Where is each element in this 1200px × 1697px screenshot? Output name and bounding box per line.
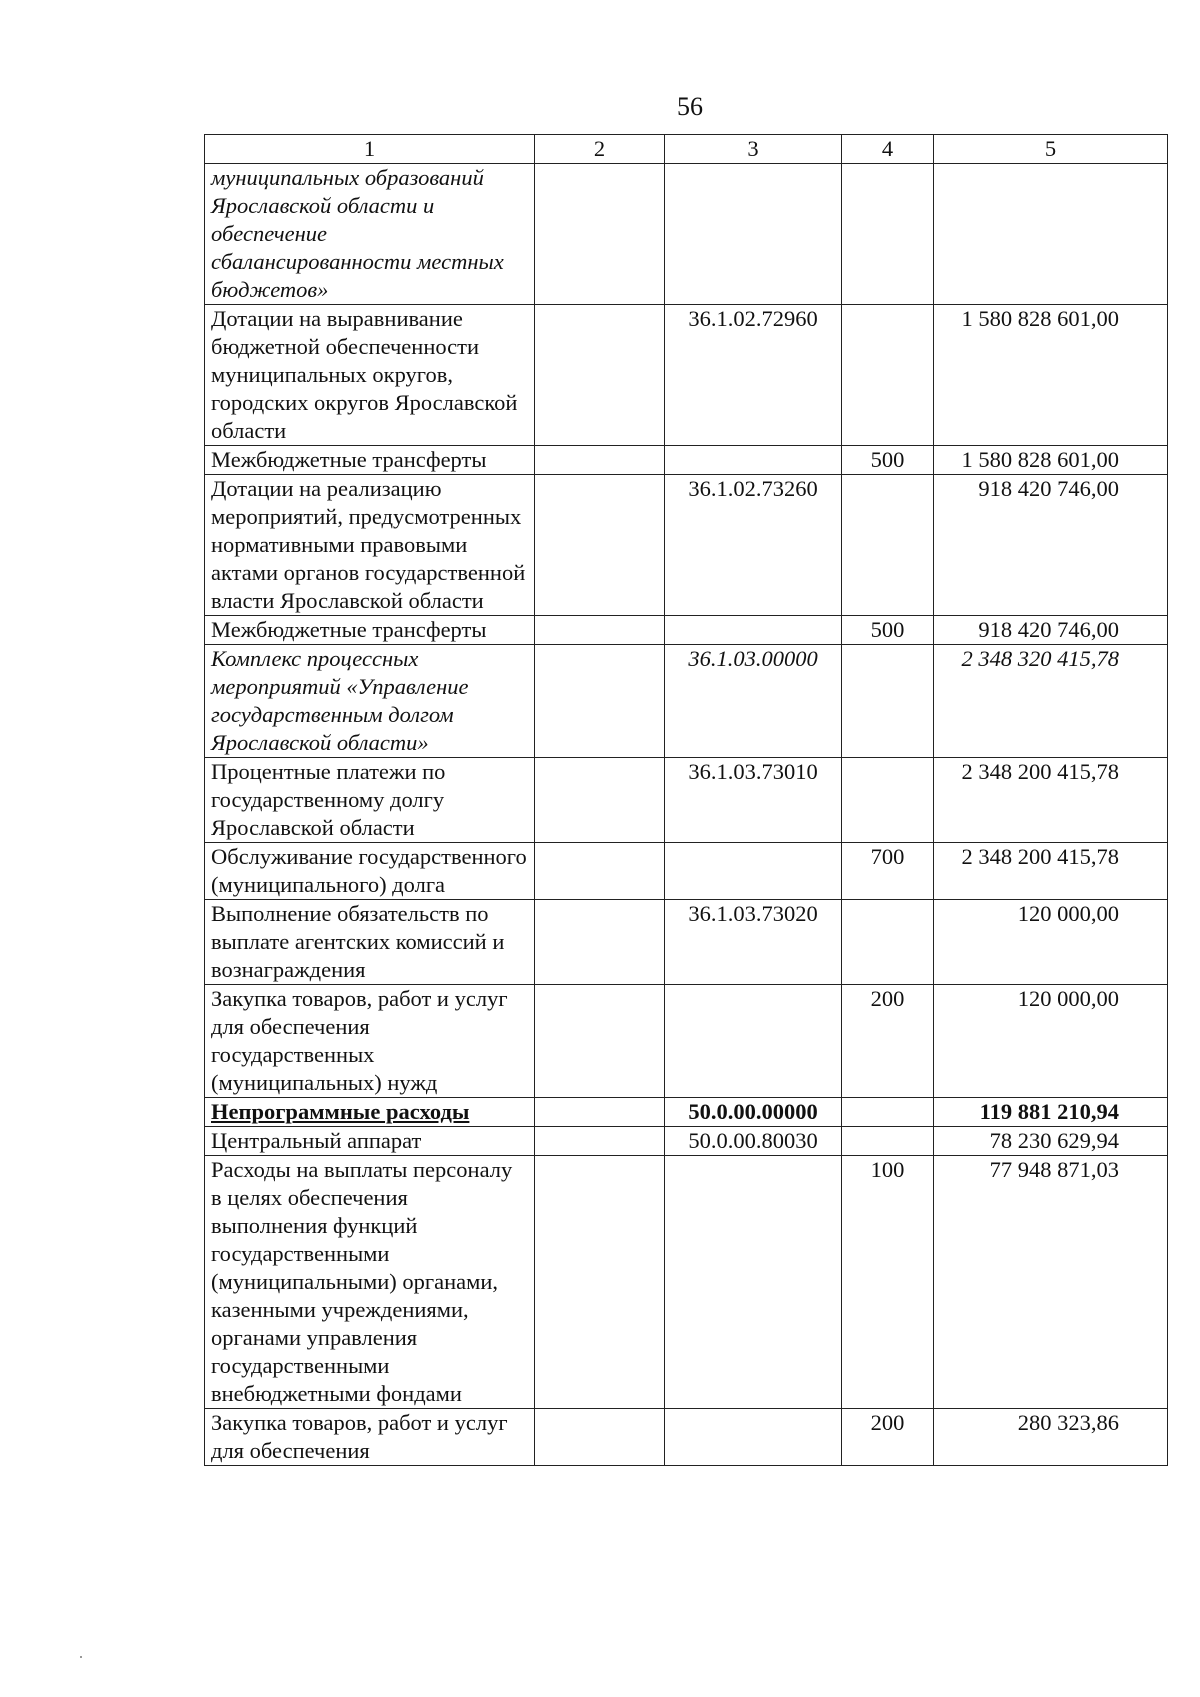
row-kvr-cell: 100 (842, 1156, 934, 1409)
row-kvr-cell: 200 (842, 1409, 934, 1466)
row-kvr-cell: 500 (842, 616, 934, 645)
row-code-cell: 36.1.02.73260 (665, 475, 842, 616)
table-row (205, 1127, 1168, 1156)
row-name-cell: Закупка товаров, работ и услуг для обеспечения государственных (муниципальных) нужд (205, 985, 535, 1098)
row-col2-cell (535, 1409, 665, 1466)
row-col2-cell (535, 843, 665, 900)
row-name-cell: Выполнение обязательств по выплате агентских комиссий и вознаграждения (205, 900, 535, 985)
row-amount-cell: 918 420 746,00 (934, 475, 1168, 616)
row-amount-cell: 120 000,00 (934, 900, 1168, 985)
table-row (205, 900, 1168, 985)
row-code-cell (665, 446, 842, 475)
row-name-cell: Дотации на выравнивание бюджетной обеспеченности муниципальных округов, городских округов Ярославской области (205, 305, 535, 446)
header-row (205, 135, 1168, 164)
table-row (205, 843, 1168, 900)
table-row (205, 645, 1168, 758)
table-row (205, 985, 1168, 1098)
row-name-cell: Обслуживание государственного (муниципального) долга (205, 843, 535, 900)
row-code-cell (665, 1156, 842, 1409)
row-name-cell: Межбюджетные трансферты (205, 446, 535, 475)
row-name-cell: Межбюджетные трансферты (205, 616, 535, 645)
row-code-cell (665, 1409, 842, 1466)
row-name-cell: муниципальных образований Ярославской области и обеспечение сбалансированности местных бюджетов» (205, 164, 535, 305)
row-code-cell: 36.1.03.00000 (665, 645, 842, 758)
row-amount-cell: 1 580 828 601,00 (934, 305, 1168, 446)
row-amount-cell: 2 348 200 415,78 (934, 843, 1168, 900)
row-amount-cell: 918 420 746,00 (934, 616, 1168, 645)
row-col2-cell (535, 1127, 665, 1156)
row-kvr-cell: 500 (842, 446, 934, 475)
column-header: 5 (934, 135, 1168, 164)
row-col2-cell (535, 616, 665, 645)
row-name-cell: Непрограммные расходы (205, 1098, 535, 1127)
column-header: 1 (205, 135, 535, 164)
row-col2-cell (535, 1156, 665, 1409)
budget-table (204, 134, 1168, 1466)
row-amount-cell: 2 348 200 415,78 (934, 758, 1168, 843)
row-kvr-cell (842, 758, 934, 843)
row-amount-cell: 120 000,00 (934, 985, 1168, 1098)
row-col2-cell (535, 446, 665, 475)
row-code-cell: 50.0.00.80030 (665, 1127, 842, 1156)
column-header: 4 (842, 135, 934, 164)
row-name-cell: Дотации на реализацию мероприятий, предусмотренных нормативными правовыми актами органов государственной власти Ярославской области (205, 475, 535, 616)
row-kvr-cell (842, 1127, 934, 1156)
row-amount-cell: 280 323,86 (934, 1409, 1168, 1466)
row-col2-cell (535, 645, 665, 758)
table-row (205, 164, 1168, 305)
row-name-cell: Расходы на выплаты персоналу в целях обеспечения выполнения функций государственными (муниципальными) органами, казенными учреждениями, органами управления государственными внебюджетными фондами (205, 1156, 535, 1409)
row-name-cell: Центральный аппарат (205, 1127, 535, 1156)
row-amount-cell: 2 348 320 415,78 (934, 645, 1168, 758)
row-col2-cell (535, 1098, 665, 1127)
page-number: 56 (677, 92, 703, 121)
row-amount-cell: 78 230 629,94 (934, 1127, 1168, 1156)
row-code-cell: 36.1.03.73010 (665, 758, 842, 843)
row-name-cell: Закупка товаров, работ и услуг для обеспечения (205, 1409, 535, 1466)
row-amount-cell: 1 580 828 601,00 (934, 446, 1168, 475)
row-code-cell (665, 843, 842, 900)
row-kvr-cell (842, 900, 934, 985)
table-row (205, 1098, 1168, 1127)
table-row (205, 1409, 1168, 1466)
row-code-cell: 36.1.02.72960 (665, 305, 842, 446)
row-col2-cell (535, 900, 665, 985)
table-row (205, 475, 1168, 616)
row-code-cell (665, 985, 842, 1098)
row-code-cell (665, 616, 842, 645)
row-col2-cell (535, 305, 665, 446)
row-code-cell (665, 164, 842, 305)
row-name-cell: Комплекс процессных мероприятий «Управление государственным долгом Ярославской области» (205, 645, 535, 758)
table-body (205, 164, 1168, 1466)
row-amount-cell: 119 881 210,94 (934, 1098, 1168, 1127)
row-kvr-cell (842, 164, 934, 305)
row-code-cell: 36.1.03.73020 (665, 900, 842, 985)
row-amount-cell: 77 948 871,03 (934, 1156, 1168, 1409)
row-kvr-cell: 200 (842, 985, 934, 1098)
row-kvr-cell (842, 645, 934, 758)
row-col2-cell (535, 475, 665, 616)
row-col2-cell (535, 758, 665, 843)
scan-speck (80, 1656, 82, 1658)
column-header: 3 (665, 135, 842, 164)
table-row (205, 1156, 1168, 1409)
row-kvr-cell: 700 (842, 843, 934, 900)
table-row (205, 305, 1168, 446)
row-kvr-cell (842, 1098, 934, 1127)
row-code-cell: 50.0.00.00000 (665, 1098, 842, 1127)
table-row (205, 446, 1168, 475)
row-kvr-cell (842, 475, 934, 616)
row-col2-cell (535, 985, 665, 1098)
row-amount-cell (934, 164, 1168, 305)
row-name-cell: Процентные платежи по государственному долгу Ярославской области (205, 758, 535, 843)
row-col2-cell (535, 164, 665, 305)
table-row (205, 758, 1168, 843)
column-header: 2 (535, 135, 665, 164)
table-row (205, 616, 1168, 645)
row-kvr-cell (842, 305, 934, 446)
